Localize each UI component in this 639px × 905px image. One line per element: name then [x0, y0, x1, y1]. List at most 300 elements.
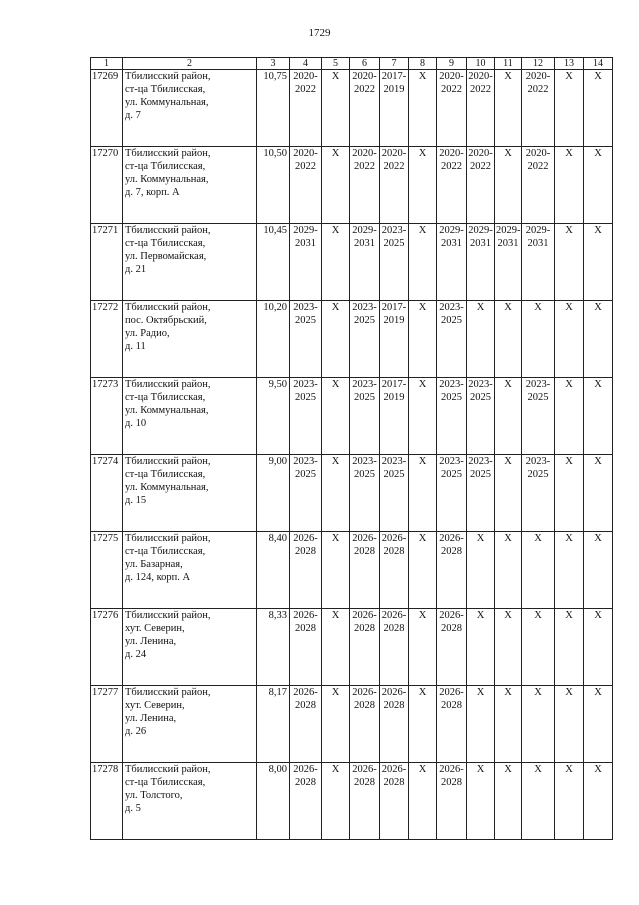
value-line: 2031: [470, 238, 491, 249]
address-line: ст-ца Тбилисская,: [125, 392, 206, 403]
value-cell-col-4: [290, 70, 322, 147]
value-cell-col-5: [322, 455, 350, 532]
column-header-2: 2: [123, 58, 257, 70]
table-row: [91, 378, 613, 455]
value-line: 2022: [527, 161, 549, 172]
value-line: 2031: [441, 238, 462, 249]
value-cell-col-6: [350, 147, 380, 224]
value-line: 2031: [527, 238, 549, 249]
address-cell: [123, 147, 257, 224]
value-cell-col-6: [350, 763, 380, 840]
value-line: 2019: [383, 84, 405, 95]
value-line: Х: [331, 302, 340, 313]
value-line: 2025: [295, 315, 316, 326]
value-cell-col-4: [290, 301, 322, 378]
value-cell-col-14: [584, 686, 613, 763]
value-cell-col-4: [290, 686, 322, 763]
value-line: Х: [418, 687, 427, 698]
value-cell-col-6: [350, 70, 380, 147]
value-line: 2025: [383, 469, 405, 480]
area-cell: 8,40: [257, 532, 290, 609]
column-header-13: 13: [555, 58, 584, 70]
value-line: 2023-: [439, 379, 464, 390]
value-cell-col-8: [409, 686, 437, 763]
address-line: ст-ца Тбилисская,: [125, 84, 206, 95]
value-line: 2026-: [381, 687, 407, 698]
value-cell-col-13: [555, 70, 584, 147]
value-cell-col-14: [584, 224, 613, 301]
value-line: Х: [418, 148, 427, 159]
value-line: 2022: [470, 161, 491, 172]
value-line: Х: [331, 533, 340, 544]
value-line: Х: [565, 148, 573, 159]
address-line: ул. Первомайская,: [125, 251, 207, 262]
address-cell: [123, 224, 257, 301]
row-number: 17271: [91, 224, 123, 301]
column-header-3: 3: [257, 58, 290, 70]
value-line: 2029-: [525, 225, 551, 236]
address-line: Тбилисский район,: [125, 148, 211, 159]
value-line: Х: [565, 764, 573, 775]
value-cell-col-9: [437, 609, 467, 686]
value-line: Х: [534, 687, 542, 698]
value-line: Х: [565, 533, 573, 544]
value-cell-col-6: [350, 378, 380, 455]
value-line: Х: [594, 302, 602, 313]
value-line: 2029-: [352, 225, 377, 236]
column-header-7: 7: [380, 58, 409, 70]
address-line: д. 5: [125, 803, 141, 814]
column-header-1: 1: [91, 58, 123, 70]
value-line: Х: [504, 71, 512, 82]
value-cell-col-8: [409, 763, 437, 840]
value-line: 2025: [441, 315, 462, 326]
value-cell-col-9: [437, 455, 467, 532]
address-line: Тбилисский район,: [125, 687, 211, 698]
value-line: 2026-: [439, 764, 464, 775]
page-number: 1729: [308, 27, 331, 39]
value-cell-col-10: [467, 686, 495, 763]
value-line: 2026-: [352, 687, 377, 698]
value-cell-col-9: [437, 532, 467, 609]
value-cell-col-11: [495, 224, 522, 301]
value-line: 2025: [470, 469, 491, 480]
value-line: Х: [418, 71, 427, 82]
value-cell-col-6: [350, 224, 380, 301]
value-line: 2025: [470, 392, 491, 403]
value-cell-col-4: [290, 147, 322, 224]
value-line: 2025: [295, 392, 316, 403]
address-cell: [123, 763, 257, 840]
area-cell: 8,33: [257, 609, 290, 686]
value-line: 2020-: [293, 148, 318, 159]
value-cell-col-5: [322, 301, 350, 378]
value-line: 2028: [295, 623, 316, 634]
value-line: 2029-: [439, 225, 464, 236]
value-line: 2017-: [381, 71, 407, 82]
row-number: 17274: [91, 455, 123, 532]
address-line: хут. Северин,: [125, 623, 185, 634]
value-line: Х: [565, 687, 573, 698]
value-line: 2022: [470, 84, 491, 95]
value-line: Х: [418, 456, 427, 467]
value-cell-col-12: [522, 686, 555, 763]
value-cell-col-7: [380, 147, 409, 224]
value-cell-col-10: [467, 609, 495, 686]
value-line: Х: [331, 379, 340, 390]
value-cell-col-11: [495, 455, 522, 532]
value-cell-col-11: [495, 763, 522, 840]
value-line: 2026-: [293, 610, 318, 621]
value-line: Х: [504, 687, 512, 698]
value-line: 2028: [295, 546, 316, 557]
value-cell-col-13: [555, 224, 584, 301]
value-line: Х: [565, 71, 573, 82]
address-line: д. 11: [125, 341, 146, 352]
value-cell-col-6: [350, 301, 380, 378]
address-line: ст-ца Тбилисская,: [125, 469, 206, 480]
value-cell-col-9: [437, 686, 467, 763]
value-cell-col-10: [467, 763, 495, 840]
row-number: 17276: [91, 609, 123, 686]
value-cell-col-7: [380, 763, 409, 840]
value-line: 2020-: [525, 71, 551, 82]
value-line: 2025: [295, 469, 316, 480]
value-line: 2020-: [293, 71, 318, 82]
row-number: 17273: [91, 378, 123, 455]
table-row: [91, 609, 613, 686]
value-line: 2022: [527, 84, 549, 95]
value-line: Х: [565, 379, 573, 390]
value-line: Х: [476, 687, 485, 698]
value-cell-col-12: [522, 70, 555, 147]
value-line: 2026-: [439, 610, 464, 621]
address-line: д. 26: [125, 726, 147, 737]
column-header-6: 6: [350, 58, 380, 70]
value-line: Х: [594, 71, 602, 82]
value-line: 2028: [354, 700, 375, 711]
value-cell-col-10: [467, 301, 495, 378]
value-line: Х: [565, 456, 573, 467]
value-line: 2028: [354, 546, 375, 557]
value-cell-col-9: [437, 70, 467, 147]
value-line: 2031: [354, 238, 375, 249]
value-line: Х: [594, 456, 602, 467]
table-body: [91, 70, 613, 840]
value-line: 2020-: [352, 71, 377, 82]
value-cell-col-7: [380, 609, 409, 686]
value-line: Х: [594, 610, 602, 621]
value-line: Х: [331, 225, 340, 236]
value-line: 2020-: [439, 148, 464, 159]
value-line: 2023-: [381, 456, 407, 467]
value-cell-col-7: [380, 532, 409, 609]
table-row: [91, 763, 613, 840]
value-cell-col-7: [380, 70, 409, 147]
value-line: 2023-: [525, 456, 551, 467]
value-cell-col-9: [437, 763, 467, 840]
area-cell: 10,20: [257, 301, 290, 378]
value-line: 2025: [383, 238, 405, 249]
housing-register-table: [90, 57, 613, 840]
value-cell-col-5: [322, 609, 350, 686]
value-line: 2028: [441, 623, 462, 634]
address-line: Тбилисский район,: [125, 610, 211, 621]
value-line: Х: [594, 225, 602, 236]
value-line: 2025: [441, 392, 462, 403]
value-cell-col-6: [350, 455, 380, 532]
value-line: 2023-: [352, 302, 377, 313]
value-cell-col-8: [409, 147, 437, 224]
value-line: 2029-: [468, 225, 493, 236]
value-line: 2020-: [525, 148, 551, 159]
row-number: 17278: [91, 763, 123, 840]
address-line: д. 124, корп. А: [125, 572, 191, 583]
table-row: [91, 147, 613, 224]
value-line: Х: [534, 302, 542, 313]
value-line: Х: [331, 764, 340, 775]
value-cell-col-13: [555, 147, 584, 224]
value-line: 2022: [295, 84, 316, 95]
value-line: Х: [594, 379, 602, 390]
value-line: 2022: [295, 161, 316, 172]
value-line: 2028: [383, 546, 405, 557]
value-line: Х: [331, 687, 340, 698]
value-line: 2025: [354, 315, 375, 326]
row-number: 17275: [91, 532, 123, 609]
value-line: 2023-: [468, 379, 493, 390]
address-line: д. 10: [125, 418, 147, 429]
address-line: д. 15: [125, 495, 147, 506]
address-cell: [123, 301, 257, 378]
value-line: 2026-: [293, 764, 318, 775]
column-header-11: 11: [495, 58, 522, 70]
value-line: 2022: [354, 84, 375, 95]
value-cell-col-8: [409, 455, 437, 532]
value-line: 2026-: [352, 764, 377, 775]
value-line: Х: [504, 379, 512, 390]
value-cell-col-6: [350, 609, 380, 686]
address-line: Тбилисский район,: [125, 456, 211, 467]
value-line: Х: [476, 302, 485, 313]
value-line: 2023-: [352, 379, 377, 390]
value-cell-col-12: [522, 455, 555, 532]
value-line: 2017-: [381, 379, 407, 390]
value-cell-col-11: [495, 609, 522, 686]
value-line: 2028: [441, 546, 462, 557]
area-cell: 9,00: [257, 455, 290, 532]
value-cell-col-14: [584, 70, 613, 147]
value-line: 2020-: [439, 71, 464, 82]
area-cell: 10,45: [257, 224, 290, 301]
value-line: 2022: [441, 84, 462, 95]
value-cell-col-7: [380, 455, 409, 532]
value-cell-col-13: [555, 609, 584, 686]
address-line: Тбилисский район,: [125, 379, 211, 390]
value-line: 2023-: [293, 379, 318, 390]
value-line: Х: [565, 225, 573, 236]
value-cell-col-12: [522, 532, 555, 609]
value-line: Х: [504, 764, 512, 775]
address-cell: [123, 70, 257, 147]
address-line: ст-ца Тбилисская,: [125, 777, 206, 788]
value-line: 2020-: [352, 148, 377, 159]
value-line: Х: [418, 302, 427, 313]
row-number: 17272: [91, 301, 123, 378]
address-line: ст-ца Тбилисская,: [125, 238, 206, 249]
value-line: 2026-: [293, 687, 318, 698]
area-cell: 10,75: [257, 70, 290, 147]
value-line: Х: [504, 533, 512, 544]
value-cell-col-4: [290, 609, 322, 686]
column-header-14: 14: [584, 58, 613, 70]
value-line: 2022: [383, 161, 405, 172]
value-line: 2017-: [381, 302, 407, 313]
column-header-8: 8: [409, 58, 437, 70]
table-header: [91, 58, 613, 70]
value-cell-col-14: [584, 301, 613, 378]
value-line: 2028: [383, 700, 405, 711]
value-cell-col-7: [380, 686, 409, 763]
value-line: 2026-: [381, 533, 407, 544]
value-line: Х: [418, 379, 427, 390]
value-cell-col-4: [290, 763, 322, 840]
row-number: 17269: [91, 70, 123, 147]
value-cell-col-8: [409, 70, 437, 147]
address-line: д. 24: [125, 649, 147, 660]
value-line: Х: [594, 533, 602, 544]
value-line: Х: [504, 456, 512, 467]
address-line: ул. Коммунальная,: [125, 482, 209, 493]
value-line: 2023-: [439, 302, 464, 313]
address-cell: [123, 609, 257, 686]
value-line: Х: [504, 610, 512, 621]
value-line: Х: [331, 610, 340, 621]
address-line: хут. Северин,: [125, 700, 185, 711]
value-cell-col-13: [555, 455, 584, 532]
value-line: 2023-: [525, 379, 551, 390]
value-line: Х: [331, 456, 340, 467]
value-line: 2031: [497, 238, 519, 249]
address-line: ул. Коммунальная,: [125, 97, 209, 108]
row-number: 17270: [91, 147, 123, 224]
address-cell: [123, 455, 257, 532]
value-line: 2025: [354, 469, 375, 480]
value-cell-col-5: [322, 763, 350, 840]
value-line: 2023-: [468, 456, 493, 467]
table-row: [91, 532, 613, 609]
value-line: Х: [565, 610, 573, 621]
address-line: д. 7, корп. А: [125, 187, 180, 198]
value-line: Х: [476, 610, 485, 621]
value-line: 2028: [354, 777, 375, 788]
value-line: 2020-: [381, 148, 407, 159]
value-cell-col-4: [290, 532, 322, 609]
value-line: 2028: [441, 777, 462, 788]
address-line: Тбилисский район,: [125, 533, 211, 544]
value-cell-col-10: [467, 455, 495, 532]
value-line: 2025: [354, 392, 375, 403]
value-line: Х: [565, 302, 573, 313]
value-line: 2028: [383, 777, 405, 788]
area-cell: 9,50: [257, 378, 290, 455]
value-line: Х: [594, 148, 602, 159]
value-line: 2026-: [381, 764, 407, 775]
value-line: 2031: [295, 238, 316, 249]
value-cell-col-14: [584, 147, 613, 224]
value-cell-col-12: [522, 763, 555, 840]
value-line: Х: [594, 687, 602, 698]
header-row: [91, 58, 613, 70]
value-cell-col-12: [522, 301, 555, 378]
value-line: Х: [418, 764, 427, 775]
address-line: Тбилисский район,: [125, 71, 211, 82]
value-line: 2025: [441, 469, 462, 480]
value-cell-col-7: [380, 224, 409, 301]
address-line: д. 21: [125, 264, 147, 275]
value-cell-col-8: [409, 532, 437, 609]
value-cell-col-4: [290, 378, 322, 455]
value-line: Х: [418, 610, 427, 621]
value-cell-col-14: [584, 609, 613, 686]
table-row: [91, 301, 613, 378]
address-line: ул. Коммунальная,: [125, 174, 209, 185]
value-line: 2025: [527, 392, 549, 403]
value-cell-col-5: [322, 70, 350, 147]
value-line: 2028: [295, 700, 316, 711]
table-row: [91, 70, 613, 147]
value-line: 2028: [354, 623, 375, 634]
address-line: пос. Октябрьский,: [125, 315, 207, 326]
value-cell-col-10: [467, 378, 495, 455]
value-line: 2022: [354, 161, 375, 172]
value-line: Х: [418, 225, 427, 236]
value-cell-col-6: [350, 532, 380, 609]
value-cell-col-9: [437, 378, 467, 455]
value-cell-col-12: [522, 609, 555, 686]
value-cell-col-8: [409, 224, 437, 301]
address-cell: [123, 378, 257, 455]
value-line: 2023-: [381, 225, 407, 236]
value-line: 2019: [383, 392, 405, 403]
value-cell-col-13: [555, 301, 584, 378]
value-cell-col-12: [522, 378, 555, 455]
area-cell: 8,00: [257, 763, 290, 840]
address-line: Тбилисский район,: [125, 764, 211, 775]
value-line: Х: [534, 764, 542, 775]
value-cell-col-13: [555, 763, 584, 840]
value-line: Х: [594, 764, 602, 775]
column-header-12: 12: [522, 58, 555, 70]
area-cell: 8,17: [257, 686, 290, 763]
value-cell-col-8: [409, 609, 437, 686]
value-cell-col-4: [290, 455, 322, 532]
value-cell-col-11: [495, 70, 522, 147]
value-line: 2019: [383, 315, 405, 326]
address-line: ул. Коммунальная,: [125, 405, 209, 416]
value-cell-col-14: [584, 763, 613, 840]
value-cell-col-11: [495, 532, 522, 609]
value-cell-col-5: [322, 686, 350, 763]
value-line: Х: [331, 148, 340, 159]
address-line: ул. Радио,: [125, 328, 170, 339]
value-line: Х: [534, 610, 542, 621]
address-line: Тбилисский район,: [125, 302, 211, 313]
value-cell-col-5: [322, 224, 350, 301]
address-line: Тбилисский район,: [125, 225, 211, 236]
value-line: 2029-: [293, 225, 318, 236]
value-line: 2026-: [381, 610, 407, 621]
